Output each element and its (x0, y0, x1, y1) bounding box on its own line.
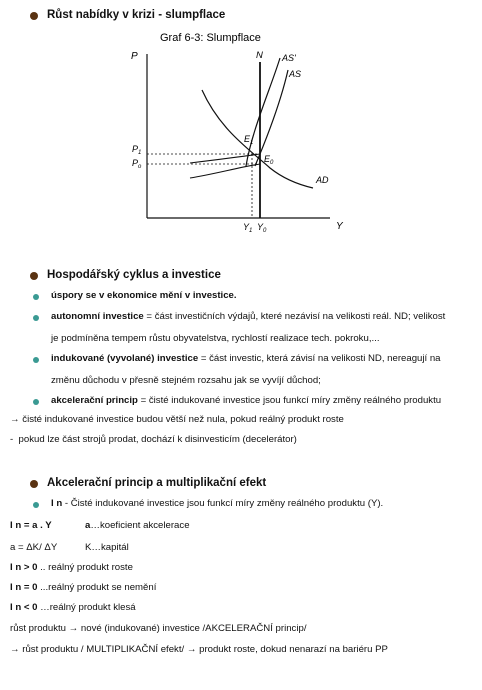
ad-curve (202, 90, 313, 188)
axis-label-p: P (131, 51, 138, 62)
rule-zero: I n = 0 ...reálný produkt se nemění (10, 582, 157, 593)
list-item-induced: indukované (vyvolané) investice = část investic, která závisí na velikosti ND, nereagují na (51, 353, 441, 364)
label-n: N (256, 50, 263, 61)
label-e0: $E_0$ (264, 154, 274, 166)
axis-label-y: Y (336, 221, 343, 232)
as-prime-curve (246, 58, 280, 166)
graph-caption: Graf 6-3: Slumpflace (160, 32, 261, 44)
dash-line: - pokud lze část strojů prodat, dochází k disinvesticím (decelerátor) (10, 434, 297, 445)
section-title-slumpflace: Růst nabídky v krizi - slumpflace (47, 9, 226, 21)
label-e1: $E_1$ (244, 134, 254, 146)
price-line-lower (190, 164, 260, 178)
rule-negative: I n < 0 …reálný produkt klesá (10, 602, 136, 613)
formula-a: a = ΔK/ ΔY (10, 542, 58, 553)
arrow-line: → čisté indukované investice budou větší než nula, pokud reálný produkt roste (10, 414, 344, 425)
list-item-savings: úspory se v ekonomice mění v investice. (51, 290, 237, 301)
list-bullet-icon (33, 399, 39, 405)
section-title-cycle: Hospodářský cyklus a investice (47, 269, 221, 281)
label-p0: $P_o$ (132, 158, 142, 170)
label-as-prime: AS' (282, 53, 296, 63)
formula-a-note: K…kapitál (85, 542, 129, 553)
label-as: AS (289, 69, 302, 79)
section-bullet-icon (30, 272, 38, 280)
price-line-upper (190, 154, 260, 163)
section-bullet-icon (30, 480, 38, 488)
list-bullet-icon (33, 357, 39, 363)
formula-in: I n = a . Y (10, 520, 52, 531)
arrow-right-icon: → (68, 623, 79, 634)
rule-positive: I n > 0 .. reálný produkt roste (10, 562, 133, 573)
section-bullet-icon (30, 12, 38, 20)
list-item-induced-cont: změnu důchodu v přesně stejném rozsahu jak se vyvíjí důchod; (51, 375, 321, 386)
arrow-right-icon: → (10, 414, 20, 425)
list-item-autonomous-cont: je podmíněna tempem růstu obyvatelstva, rychlostí realizace tech. pokroku,... (51, 333, 380, 344)
list-item-accelerator: akcelerační princip = čisté indukované investice jsou funkcí míry změny reálného produktu (51, 395, 442, 406)
arrow-right-icon: → (10, 644, 20, 655)
list-item-in: I n - Čisté indukované investice jsou funkcí míry změny reálného produktu (Y). (51, 498, 384, 509)
list-bullet-icon (33, 502, 39, 508)
formula-in-note: a…koeficient akcelerace (85, 520, 190, 531)
line-multiplier: → růst produktu / MULTIPLIKAČNÍ efekt/ → produkt roste, dokud nenarazí na bariéru PP (10, 644, 388, 655)
arrow-right-icon: → (186, 644, 197, 655)
label-p1: $P_1$ (132, 144, 142, 156)
label-ad: AD (316, 175, 329, 185)
section-title-accelerator: Akcelerační princip a multiplikační efekt (47, 477, 267, 489)
slumpflace-graph (120, 30, 360, 235)
list-bullet-icon (33, 315, 39, 321)
label-y0: $Y_0$ (257, 222, 267, 234)
line-accelerator: růst produktu → nové (indukované) investice /AKCELERAČNÍ princip/ (10, 623, 307, 634)
list-item-autonomous: autonomní investice = část investičních výdajů, které nezávisí na velikosti reál. ND; velikost (51, 311, 446, 322)
list-bullet-icon (33, 294, 39, 300)
label-y1: $Y_1$ (243, 222, 253, 234)
